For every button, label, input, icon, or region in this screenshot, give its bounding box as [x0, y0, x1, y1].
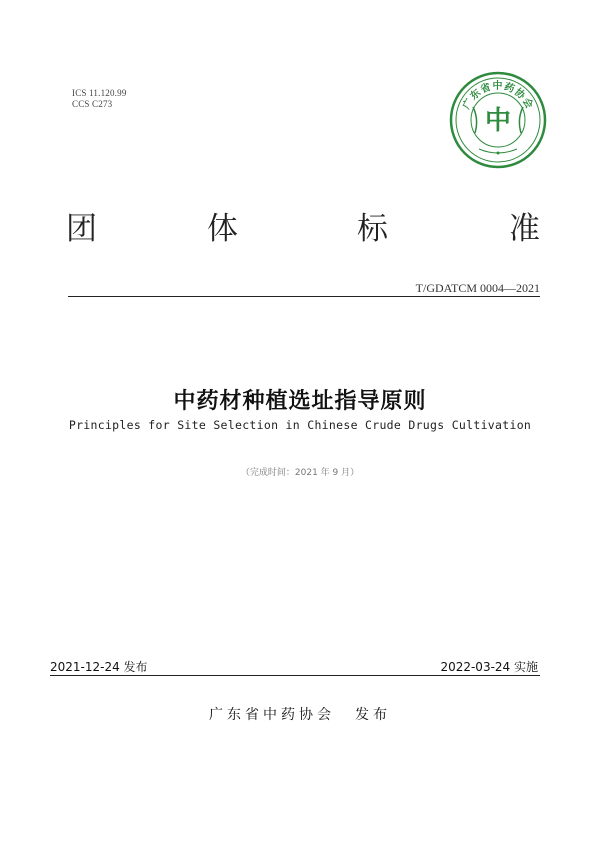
standard-number: T/GDATCM 0004—2021 — [415, 281, 540, 295]
footer-divider — [50, 675, 540, 676]
classification-codes — [72, 88, 127, 110]
ccs-code: CCS C273 — [72, 99, 113, 109]
document-title-chinese: 中药材种植选址指导原则 — [173, 389, 427, 414]
completion-note: （完成时间：2021 年 9 月） — [240, 468, 360, 478]
standard-type-char: 体 — [207, 211, 238, 247]
seal-text: 广东省中药协会 — [461, 81, 535, 112]
issuer-name: 广东省中药协会 — [209, 707, 335, 723]
seal-center-char: 中 — [484, 106, 512, 136]
issuer-action: 发布 — [355, 707, 391, 723]
standard-type-char: 团 — [66, 211, 97, 247]
standard-type-char: 标 — [357, 211, 388, 247]
association-seal-icon — [449, 71, 547, 169]
header-divider — [68, 296, 540, 297]
association-seal — [449, 71, 547, 169]
publish-date: 2021-12-24 发布 — [50, 660, 148, 674]
ics-code: ICS 11.120.99 — [72, 88, 127, 98]
implement-date: 2022-03-24 实施 — [440, 660, 538, 674]
issuer-line — [0, 704, 600, 724]
document-title-english: Principles for Site Selection in Chinese Crude Drugs Cultivation — [68, 418, 532, 432]
standard-type-char: 准 — [509, 211, 540, 247]
